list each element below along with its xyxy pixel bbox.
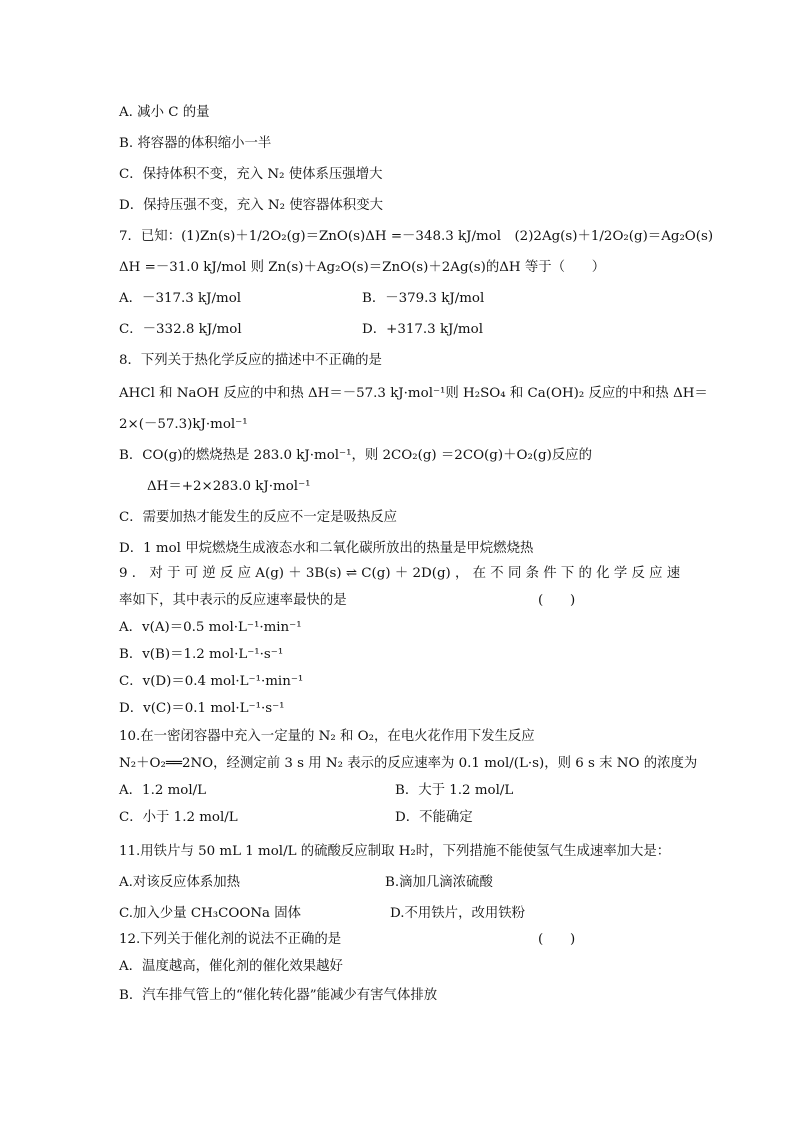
q12-option-b: B．汽车排气管上的“催化转化器”能减少有害气体排放	[119, 988, 438, 1003]
q7-option-c: C．－332.8 kJ/mol	[119, 322, 242, 337]
q12-stem: 12.下列关于催化剂的说法不正确的是	[119, 932, 342, 947]
q9-stem-line2: 率如下，其中表示的反应速率最快的是	[119, 593, 347, 608]
q10-stem-line1: 10.在一密闭容器中充入一定量的 N₂ 和 O₂，在电火花作用下发生反应	[119, 729, 535, 744]
q8-option-d: D．1 mol 甲烷燃烧生成液态水和二氧化碳所放出的热量是甲烷燃烧热	[119, 541, 534, 556]
q11-option-a: A.对该反应体系加热	[119, 875, 241, 890]
q10-option-b: B．大于 1.2 mol/L	[395, 783, 514, 798]
q8-option-b-line2: ΔH＝+2×283.0 kJ·mol⁻¹	[147, 479, 311, 494]
q11-option-c: C.加入少量 CH₃COONa 固体	[119, 906, 302, 921]
q10-option-c: C．小于 1.2 mol/L	[119, 810, 238, 825]
q8-option-c: C．需要加热才能发生的反应不一定是吸热反应	[119, 510, 398, 525]
q12-option-a: A．温度越高，催化剂的催化效果越好	[119, 959, 343, 974]
q6-option-a: A. 减小 C 的量	[119, 105, 210, 120]
q7-option-d: D．+317.3 kJ/mol	[362, 322, 483, 337]
q6-option-b: B. 将容器的体积缩小一半	[119, 136, 272, 151]
q6-option-c: C．保持体积不变，充入 N₂ 使体系压强增大	[119, 167, 383, 182]
q6-option-d: D．保持压强不变，充入 N₂ 使容器体积变大	[119, 198, 383, 213]
q8-stem: 8．下列关于热化学反应的描述中不正确的是	[119, 353, 382, 368]
q10-option-a: A．1.2 mol/L	[119, 783, 207, 798]
q9-answer-paren: ( )	[538, 593, 576, 608]
q11-option-b: B.滴加几滴浓硫酸	[385, 875, 493, 890]
q9-option-d: D．v(C)＝0.1 mol·L⁻¹·s⁻¹	[119, 701, 285, 716]
q9-option-b: B．v(B)＝1.2 mol·L⁻¹·s⁻¹	[119, 647, 284, 662]
q9-stem-line1: 9 ． 对 于 可 逆 反 应 A(g) ＋ 3B(s) ⇌ C(g) ＋ 2D(g) ， 在 不 同 条 件 下 的 化 学 反 应 速	[119, 566, 681, 581]
q11-stem: 11.用铁片与 50 mL 1 mol/L 的硫酸反应制取 H₂时，下列措施不能使氢气生成速率加大是：	[119, 844, 671, 859]
q10-stem-line2: N₂＋O₂══2NO，经测定前 3 s 用 N₂ 表示的反应速率为 0.1 mol/(L·s)，则 6 s 末 NO 的浓度为	[119, 756, 698, 771]
q7-stem-line1: 7．已知：(1)Zn(s)＋1/2O₂(g)＝ZnO(s)ΔH =－348.3 kJ/mol (2)2Ag(s)＋1/2O₂(g)＝Ag₂O(s)	[119, 229, 714, 244]
q9-option-c: C．v(D)＝0.4 mol·L⁻¹·min⁻¹	[119, 674, 304, 689]
q7-stem-line2: ΔH =－31.0 kJ/mol 则 Zn(s)＋Ag₂O(s)＝ZnO(s)＋2Ag(s)的ΔH 等于（ ）	[119, 260, 606, 275]
q8-option-b-line1: B．CO(g)的燃烧热是 283.0 kJ·mol⁻¹，则 2CO₂(g) ＝2CO(g)＋O₂(g)反应的	[119, 448, 592, 463]
q10-option-d: D．不能确定	[395, 810, 473, 825]
q8-option-a-line2: 2×(－57.3)kJ·mol⁻¹	[119, 417, 248, 432]
q11-option-d: D.不用铁片，改用铁粉	[390, 906, 526, 921]
q12-answer-paren: ( )	[538, 932, 576, 947]
q7-option-b: B．－379.3 kJ/mol	[362, 291, 485, 306]
q7-option-a: A．－317.3 kJ/mol	[119, 291, 242, 306]
q8-option-a-line1: AHCl 和 NaOH 反应的中和热 ΔH＝－57.3 kJ·mol⁻¹则 H₂SO₄ 和 Ca(OH)₂ 反应的中和热 ΔH＝	[119, 386, 708, 401]
q9-option-a: A．v(A)＝0.5 mol·L⁻¹·min⁻¹	[119, 620, 302, 635]
